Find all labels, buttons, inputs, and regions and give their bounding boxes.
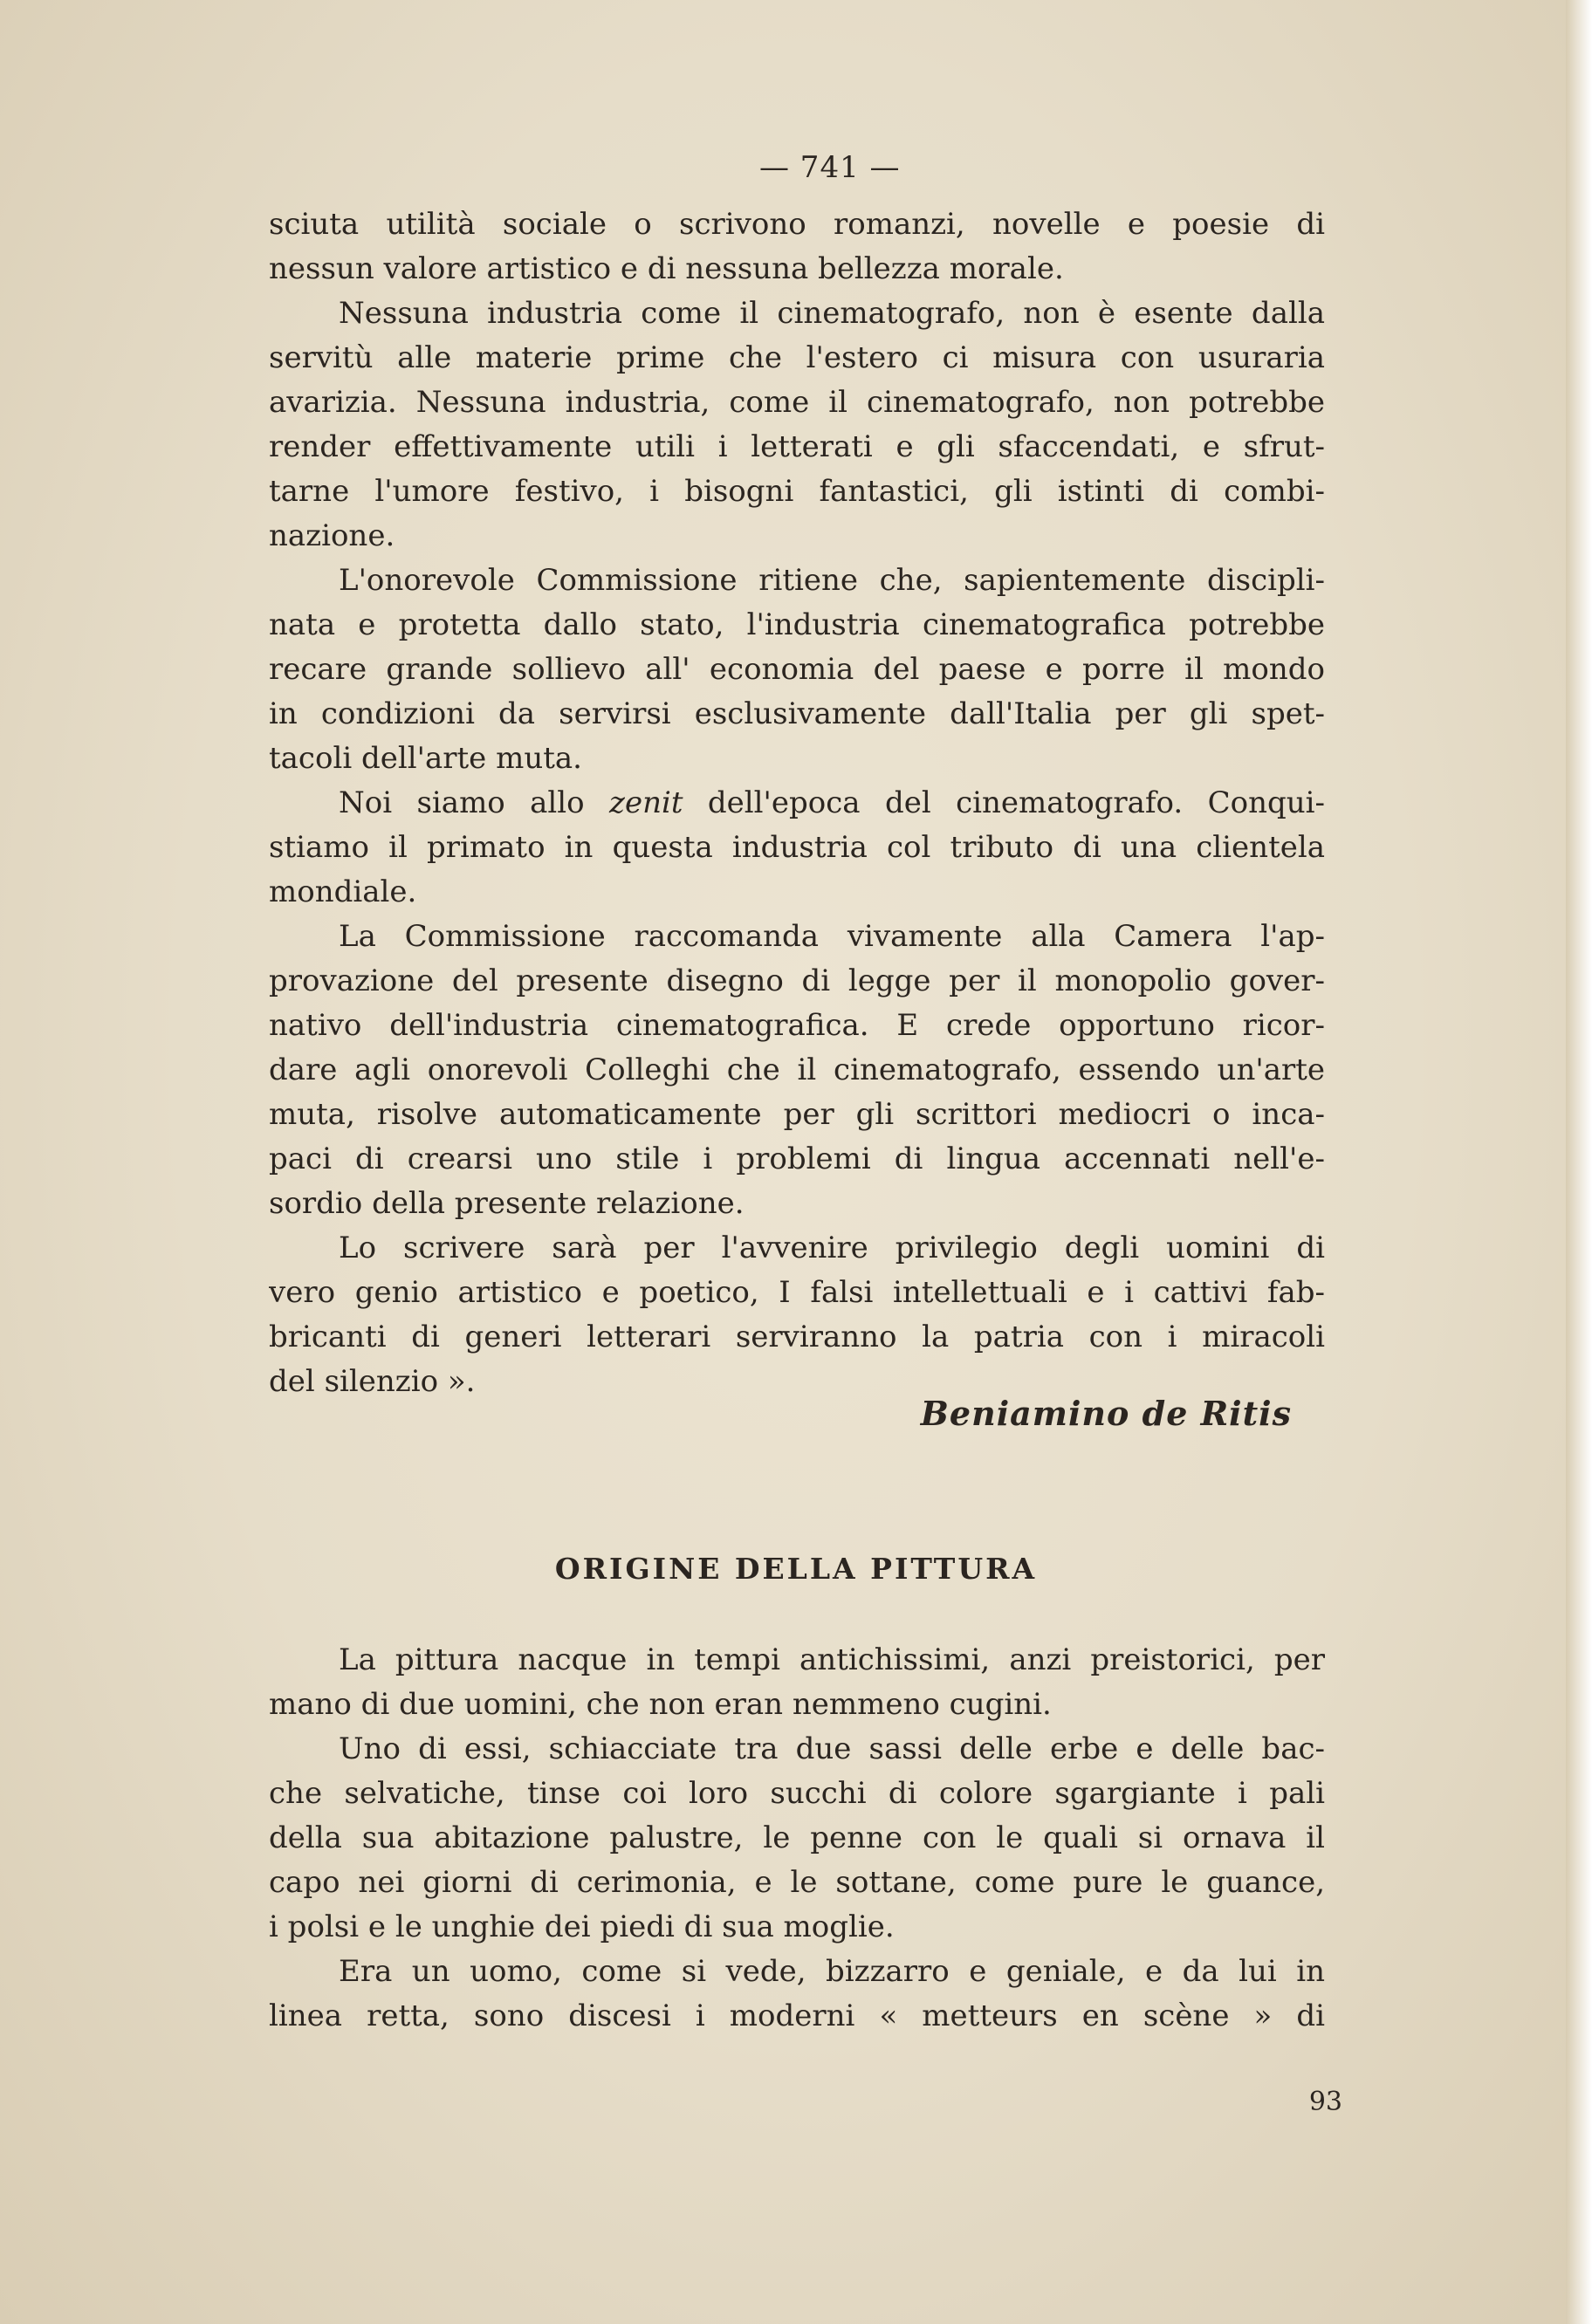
- page-edge: [1566, 0, 1592, 2324]
- text-line: capo nei giorni di cerimonia, e le sottane, come pure le guance,: [269, 1865, 1325, 1900]
- text-line: mondiale.: [269, 874, 417, 909]
- text-line: servitù alle materie prime che l'estero ci misura con usuraria: [269, 340, 1325, 375]
- text-run: Noi siamo allo: [339, 785, 585, 820]
- text-line: mano di due uomini, che non eran nemmeno cugini.: [269, 1687, 1052, 1722]
- footer-number: 93: [1308, 2087, 1342, 2117]
- text-line: recare grande sollievo all' economia del paese e porre il mondo: [269, 652, 1325, 687]
- text-line: stiamo il primato in questa industria col tributo di una clientela: [269, 830, 1325, 865]
- text-line: che selvatiche, tinse coi loro succhi di colore sgargiante i pali: [269, 1776, 1325, 1811]
- text-line: Era un uomo, come si vede, bizzarro e geniale, e da lui in: [339, 1954, 1325, 1989]
- text-line: nessun valore artistico e di nessuna bellezza morale.: [269, 251, 1064, 286]
- text-line: Lo scrivere sarà per l'avvenire privilegio degli uomini di: [339, 1231, 1325, 1265]
- text-line: nativo dell'industria cinematografica. E crede opportuno ricor-: [269, 1008, 1325, 1043]
- text-line: del silenzio ».: [269, 1364, 476, 1399]
- text-line: La Commissione raccomanda vivamente alla Camera l'ap-: [339, 919, 1325, 954]
- text-line: Nessuna industria come il cinematografo, non è esente dalla: [339, 296, 1325, 331]
- section-title: ORIGINE DELLA PITTURA: [554, 1552, 1038, 1586]
- text-line: L'onorevole Commissione ritiene che, sapientemente discipli-: [339, 563, 1325, 598]
- text-line: nata e protetta dallo stato, l'industria cinematografica potrebbe: [269, 607, 1325, 642]
- text-line: in condizioni da servirsi esclusivamente dall'Italia per gli spet-: [269, 696, 1325, 731]
- text-line: sordio della presente relazione.: [269, 1186, 745, 1221]
- text-line: tacoli dell'arte muta.: [269, 741, 582, 776]
- text-line: bricanti di generi letterari serviranno la patria con i miracoli: [269, 1320, 1325, 1354]
- page-number: — 741 —: [759, 150, 901, 185]
- text-line: dare agli onorevoli Colleghi che il cinematografo, essendo un'arte: [269, 1052, 1325, 1087]
- text-line: tarne l'umore festivo, i bisogni fantastici, gli istinti di combi-: [269, 474, 1325, 509]
- text-line: La pittura nacque in tempi antichissimi, anzi preistorici, per: [339, 1642, 1325, 1677]
- text-run: dell'epoca del cinematografo. Conqui-: [707, 785, 1325, 820]
- text-line: i polsi e le unghie dei piedi di sua moglie.: [269, 1909, 895, 1944]
- text-line: nazione.: [269, 518, 395, 553]
- text-line: linea retta, sono discesi i moderni « metteurs en scène » di: [269, 1998, 1325, 2033]
- section-body: [269, 1638, 1325, 2039]
- text-line: vero genio artistico e poetico, I falsi intellettuali e i cattivi fab-: [269, 1275, 1325, 1310]
- text-line: muta, risolve automaticamente per gli scrittori mediocri o inca-: [269, 1097, 1325, 1132]
- text-line: avarizia. Nessuna industria, come il cinematografo, non potrebbe: [269, 385, 1325, 420]
- text-line: render effettivamente utili i letterati e gli sfaccendati, e sfrut-: [269, 429, 1325, 464]
- text-line: della sua abitazione palustre, le penne con le quali si ornava il: [269, 1820, 1325, 1855]
- text-line: Uno di essi, schiacciate tra due sassi delle erbe e delle bac-: [339, 1731, 1325, 1766]
- author-signature: Beniamino de Ritis: [920, 1394, 1292, 1433]
- text-line-with-italic: [269, 781, 1325, 826]
- text-line: sciuta utilità sociale o scrivono romanzi, novelle e poesie di: [269, 207, 1325, 242]
- article-text-continued: [269, 202, 1325, 1404]
- italic-word-zenit: zenit: [609, 785, 683, 820]
- text-line: paci di crearsi uno stile i problemi di lingua accennati nell'e-: [269, 1141, 1325, 1176]
- text-line: provazione del presente disegno di legge per il monopolio gover-: [269, 963, 1325, 998]
